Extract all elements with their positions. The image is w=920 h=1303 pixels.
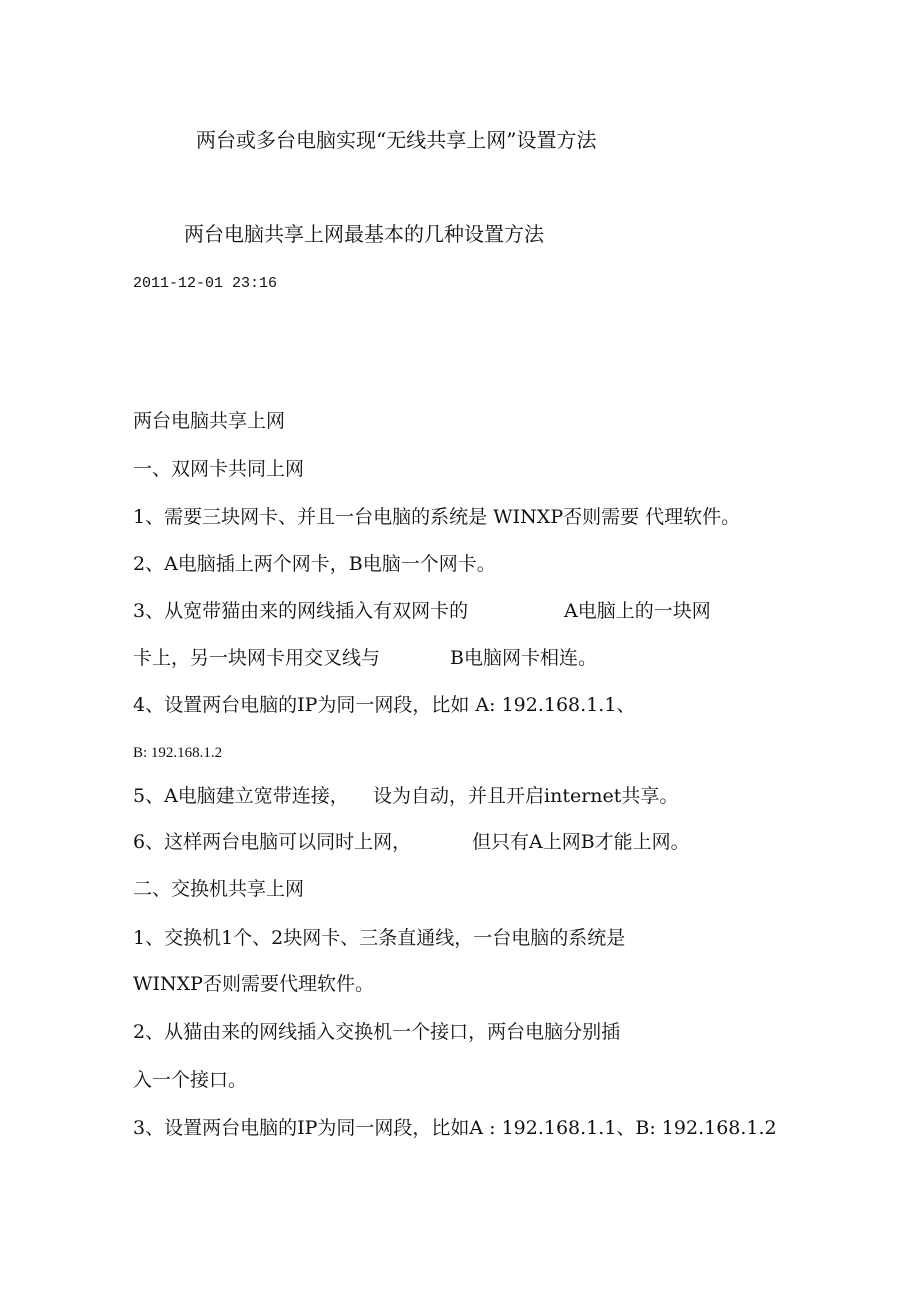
post-date: 2011-12-01 23:16 (133, 275, 278, 292)
section1-line3-part1: 3、从宽带猫由来的网线插入有双网卡的 (133, 600, 469, 622)
document-title: 两台或多台电脑实现“无线共享上网”设置方法 (196, 128, 597, 152)
section1-line3-part3: 卡上，另一块网卡用交叉线与 (133, 647, 381, 669)
section1-line3-part4: B电脑网卡相连。 (450, 647, 597, 669)
section1-line5-part2: 设为自动，并且开启internet共享。 (373, 785, 679, 807)
section1-line4-ip-b: B: 192.168.1.2 (133, 745, 223, 761)
section1-line4: 4、设置两台电脑的IP为同一网段，比如 A: 192.168.1.1、 (133, 694, 636, 716)
intro-heading: 两台电脑共享上网 (133, 410, 286, 432)
section2-line1-cont: WINXP否则需要代理软件。 (133, 973, 374, 995)
section1-line1: 1、需要三块网卡、并且一台电脑的系统是 WINXP否则需要 代理软件。 (133, 506, 741, 528)
section1-line6-part2: 但只有A上网B才能上网。 (472, 831, 690, 853)
section1-line5-part1: 5、A电脑建立宽带连接， (133, 785, 349, 807)
section2-line2: 2、从猫由来的网线插入交换机一个接口，两台电脑分别插 (133, 1021, 621, 1043)
section2-line2-cont: 入一个接口。 (133, 1069, 248, 1091)
section1-line6-part1: 6、这样两台电脑可以同时上网， (133, 831, 412, 853)
section1-line3-part2: A电脑上的一块网 (564, 600, 711, 622)
section2-line1: 1、交换机1个、2块网卡、三条直通线，一台电脑的系统是 (133, 927, 626, 949)
document-subtitle: 两台电脑共享上网最基本的几种设置方法 (184, 222, 544, 246)
section1-heading: 一、双网卡共同上网 (133, 458, 305, 480)
section2-line3: 3、设置两台电脑的IP为同一网段，比如A : 192.168.1.1、B: 192.168.1.2 (133, 1117, 777, 1139)
section2-heading: 二、交换机共享上网 (133, 878, 305, 900)
section1-line2: 2、A电脑插上两个网卡，B电脑一个网卡。 (133, 553, 496, 575)
